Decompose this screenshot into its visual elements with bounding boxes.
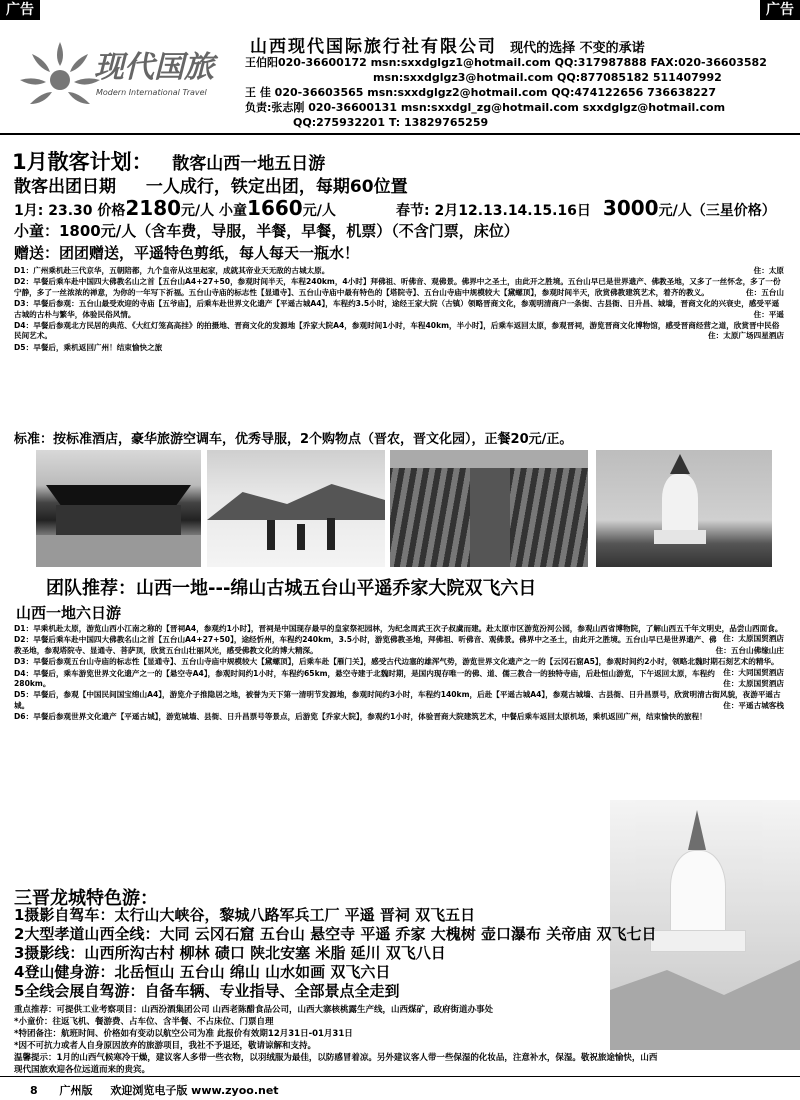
company-name: 山西现代国际旅行社有限公司 现代的选择 不变的承诺 (250, 37, 645, 57)
day-row: D5：早餐后，参观【中国民间国宝绵山A4】，游览介子推隐居之地，被誉为天下第一清明节发源地，参观时间约3小时，车程约140km，后赴【平遥古城A4】，参观古城墙、古县衙、日升昌票号，欣赏明清古街风貌，夜游平遥古城。 住：平遥古城客栈 (14, 690, 784, 710)
price-line: 1月: 23.30 价格2180元/人 小童1660元/人 (14, 196, 336, 220)
contact-line: msn:sxxdglgz3@hotmail.com QQ:877085182 511407992 (373, 71, 722, 84)
note-line: *小童价：往返飞机、餐游费、占车位、含半餐、不占床位、门票自理 (14, 1017, 274, 1027)
note-line: *因不可抗力或者人自身原因放弃的旅游项目，我社不予退还，敬请谅解和支持。 (14, 1041, 316, 1051)
day-row: D1：早乘机赴太原，游览山西小江南之称的【晋祠A4，参观约1小时】，晋祠是中国现存最早的皇家祭祀园林，为纪念周武王次子叔虞而建。赴太原市区游览汾河公园，参观山西省博物院，了解山西五千年文明史，品尝山西面食。 住：太原国贸酒店 (14, 624, 784, 644)
white-pagoda-photo (596, 450, 772, 567)
route-item: 5全线会展自驾游：自备车辆、专业指导、全部景点全走到 (14, 982, 400, 1000)
day-row: D1：广州乘机赴三代京华，五朝陪都，九个皇帝从这里起家，成就其帝业天无敌的古城太原。 住：太原 (14, 266, 784, 275)
route-item: 2大型孝道山西全线：大同 云冈石窟 五台山 悬空寺 平遥 乔家 大槐树 壶口瀑布 关帝庙 双飞七日 (14, 925, 657, 943)
footer (30, 1082, 279, 1098)
day-row: D4：早餐后，乘车游览世界文化遗产之一的【悬空寺A4】，参观时间约1小时，车程约65km，悬空寺建于北魏时期，是国内现存唯一的佛、道、儒三教合一的独特寺庙，后赴恒山游览，下午返回太原，车程约280km。 住：太原国贸酒店 (14, 668, 784, 689)
team-subtitle: 山西一地六日游 (16, 604, 122, 622)
standard-line: 标准：按标准酒店，豪华旅游空调车，优秀导服，2个购物点（晋农，晋文化园），正餐20元/正。 (14, 432, 573, 447)
day-row: D2：早餐后乘车赴中国四大佛教名山之首【五台山A4+27+50】，途经忻州，车程约240km，3.5小时，游览佛教圣地，拜佛祖、听佛音、观佛景。佛界中之圣土，由此开之胜境。五台山早已是世界遗产、佛教圣地，参观塔院寺、显通寺、菩萨顶，欣赏五台山壮丽风光，感受佛教文化的博大精深。 住：五台山佛缘山庄 (14, 635, 784, 655)
day-row: D2：早餐后乘车赴中国四大佛教名山之首【五台山A4+27+50，参观时间半天，车程240km，4小时】拜佛祖、听佛音、观佛景。佛界中之圣土，由此开之胜境。五台山早已是世界遗产、佛教圣地，又多了一丝怀念，多了一份宁静，多了一丝浓浓的禅意，为你的一年写下祈福。五台山寺庙的标志性【显通寺】、五台山寺庙中最有特色的【塔院寺】、五台山寺庙中规模较大【黛螺顶】，参观时间半天，欣赏佛教建筑艺术，着齐的教义。 住：五台山 (14, 277, 784, 297)
ancient-city-photo (390, 450, 588, 567)
temple-courtyard-photo (36, 450, 201, 567)
ad-tag-left: 广告 (0, 0, 40, 20)
route-item: 4登山健身游：北岳恒山 五台山 绵山 山水如画 双飞六日 (14, 963, 391, 981)
route-item: 3摄影线：山西所沟古村 柳林 碛口 陕北安塞 米脂 延川 双飞八日 (14, 944, 446, 962)
day-row: D4：早餐后参观北方民居的典范、《大红灯笼高高挂》的拍摄地、晋商文化的发源地【乔家大院A4，参观时间1小时，车程40km，半小时】，后乘车返回太原，参观晋祠，游览晋商文化博物馆，感受晋商经营之道，欣赏晋中民俗民间艺术。 住：太原广场四星酒店 (14, 321, 784, 341)
departure-line: 散客出团日期 一人成行，铁定出团，每期60位置 (14, 177, 408, 197)
ad-tag-right: 广告 (760, 0, 800, 20)
plan-title: 1月散客计划： 散客山西一地五日游 (12, 150, 326, 174)
logo (16, 34, 236, 114)
paper-edition: 广州版 (59, 1084, 93, 1097)
logo-english: Modern International Travel (96, 88, 207, 97)
header-divider (0, 133, 800, 135)
special-notes (14, 1004, 664, 1076)
logo-text: 现代国旅 (94, 50, 214, 85)
page-number: 8 (30, 1084, 38, 1097)
note-line: *特团备注：航班时间、价格如有变动以航空公司为准 此报价有效期12月31日-01月31日 (14, 1029, 353, 1039)
spring-price-line: 春节: 2月12.13.14.15.16日 3000元/人（三星价格） (396, 196, 776, 220)
note-line: 重点推荐：可提供工业考察项目：山西汾酒集团公司 山西老陈醋食品公司，山西大寨核桃露生产线，山西煤矿，政府街道办事处 (14, 1005, 493, 1015)
itinerary-5day (14, 266, 784, 354)
contact-line: 负责:张志刚 020-36600131 msn:sxxdgl_zg@hotmail.com sxxdglgz@hotmail.com (245, 101, 726, 114)
contact-line: QQ:275932201 T: 13829765259 (293, 116, 489, 129)
itinerary-6day (14, 624, 784, 724)
snowy-mountain-photo (207, 450, 385, 567)
gift-line: 赠送：团团赠送，平遥特色剪纸，每人每天一瓶水！ (14, 244, 360, 262)
contact-block (245, 55, 790, 130)
day-row: D6：早餐后参观世界文化遗产【平遥古城】，游览城墙、县衙、日升昌票号等景点，后游览【乔家大院】，参观约1小时，体验晋商大院建筑艺术，中餐后乘车返回太原机场，乘机返回广州，结束愉快的旅程！ (14, 712, 707, 722)
contact-line: 王 佳 020-36603565 msn:sxxdglgz2@hotmail.com QQ:474122656 736638227 (245, 86, 716, 99)
footer-text: 欢迎浏览电子版 www.zyoo.net (110, 1084, 279, 1097)
day-row: D5：早餐后，乘机返回广州！结束愉快之旅 (14, 342, 163, 352)
special-title: 三晋龙城特色游： (14, 888, 158, 909)
special-routes (14, 906, 784, 1001)
sun-logo-icon (16, 34, 106, 114)
footer-divider (0, 1076, 800, 1077)
day-row: D3：早餐后参观五台山寺庙的标志性【显通寺】、五台山寺庙中规模较大【黛螺顶】，后乘车赴【雁门关】，感受古代边塞的雄浑气势，游览世界文化遗产之一的【云冈石窟A5】，参观时间约2小时，领略北魏时期石刻艺术的精华。 住：大同国贸酒店 (14, 657, 784, 677)
team-title: 团队推荐：山西一地---绵山古城五台山平遥乔家大院双飞六日 (46, 578, 537, 599)
day-row: D3：早餐后参观：五台山最受欢迎的寺庙【五爷庙】，后乘车赴世界文化遗产【平遥古城A4】，车程约3.5小时，途经王家大院（古镇）领略晋商文化，参观明清商户一条街、古县衙、日升昌、城墙，晋商文化的兴衰史，感受平遥古城的古朴与繁华，体验民俗风情。 住：平遥 (14, 299, 784, 319)
contact-line: 王伯阳020-36600172 msn:sxxdglgz1@hotmail.com QQ:317987888 FAX:020-36603582 (245, 56, 767, 69)
route-item: 1摄影自驾车：太行山大峡谷，黎城八路军兵工厂 平遥 晋祠 双飞五日 (14, 906, 476, 924)
child-price-line: 小童：1800元/人（含车费，导服，半餐，早餐，机票）（不含门票，床位） (14, 222, 519, 240)
note-line: 温馨提示：1月的山西气候寒冷干燥，建议客人多带一些衣物，以羽绒服为最佳，以防感冒着凉。另外建议客人带一些保湿的化妆品，注意补水，保湿。敬祝旅途愉快，山西现代国旅欢迎各位远道而来的贵宾。 (14, 1053, 658, 1075)
